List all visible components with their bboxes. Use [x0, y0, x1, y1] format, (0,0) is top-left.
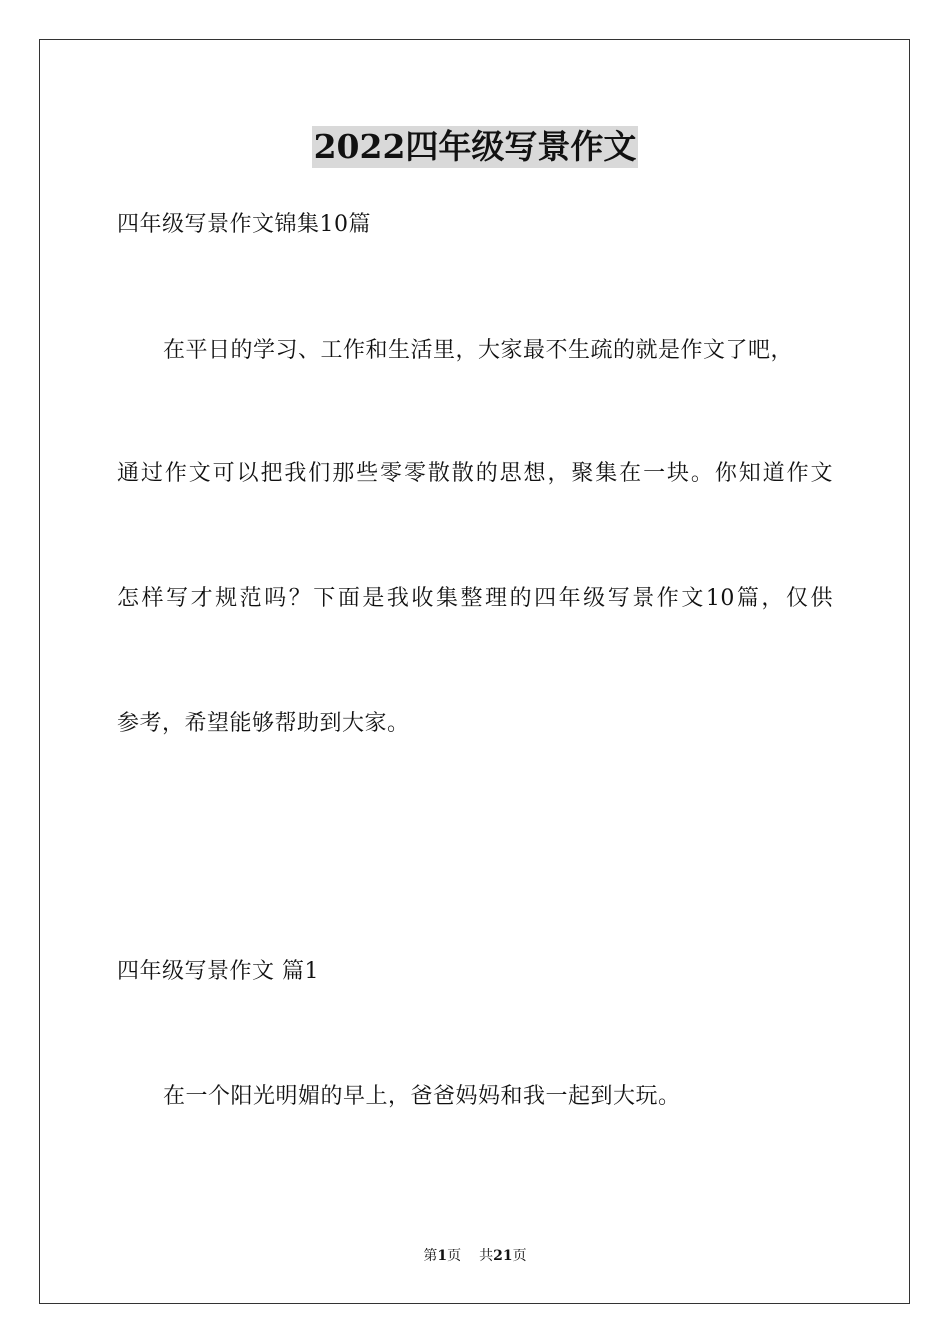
section-heading: 四年级写景作文 篇1 [117, 959, 319, 984]
section-first-line: 在一个阳光明媚的早上，爸爸妈妈和我一起到大玩。 [163, 1084, 681, 1109]
document-title: 2022四年级写景作文 [313, 127, 637, 166]
title-container [0, 126, 950, 168]
page-footer [0, 1246, 950, 1266]
intro-line-2: 通过作文可以把我们那些零零散散的思想，聚集在一块。你知道作文 [117, 461, 833, 486]
page-suffix: 页 [447, 1248, 462, 1264]
page-prefix: 第 [423, 1248, 438, 1264]
document-subtitle: 四年级写景作文锦集10篇 [117, 212, 371, 237]
total-prefix: 共 [479, 1248, 494, 1264]
intro-line-4: 参考，希望能够帮助到大家。 [117, 711, 410, 736]
total-suffix: 页 [512, 1248, 527, 1264]
total-pages: 21 [493, 1248, 513, 1264]
intro-line-1: 在平日的学习、工作和生活里，大家最不生疏的就是作文了吧， [163, 338, 794, 363]
page-number: 1 [437, 1248, 448, 1264]
intro-line-3: 怎样写才规范吗？下面是我收集整理的四年级写景作文10篇，仅供 [117, 586, 833, 611]
